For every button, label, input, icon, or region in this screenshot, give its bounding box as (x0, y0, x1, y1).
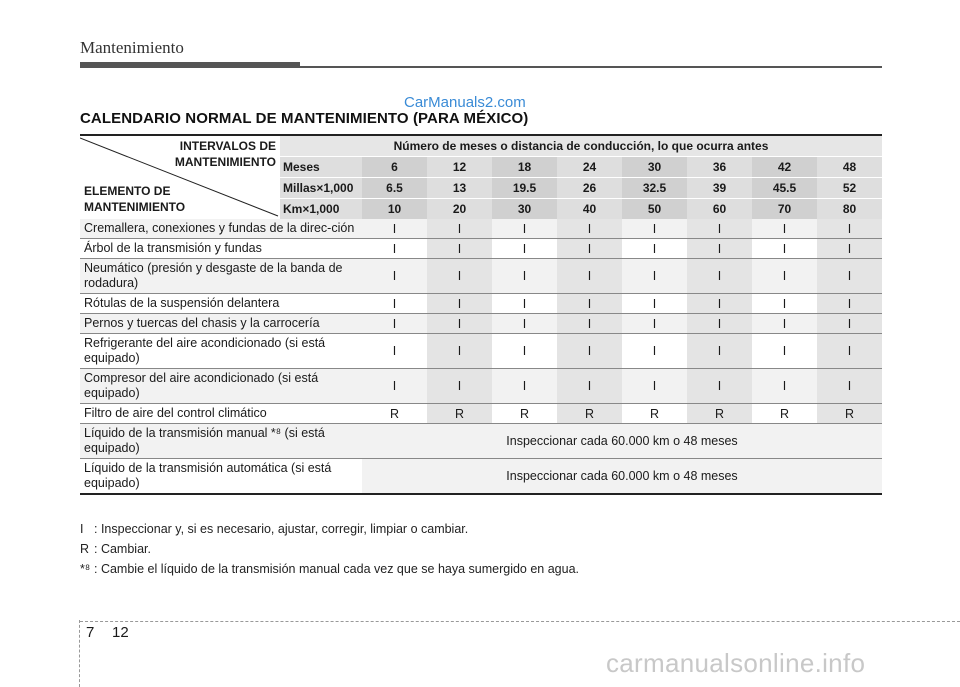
interval-main-header: Número de meses o distancia de conducción, lo que ocurra antes (280, 135, 882, 157)
schedule-cell: I (622, 239, 687, 259)
interval-value: 39 (687, 178, 752, 199)
table-row (80, 369, 882, 404)
table-row (80, 404, 882, 424)
schedule-cell: R (492, 404, 557, 424)
interval-value: 42 (752, 157, 817, 178)
table-row (80, 239, 882, 259)
interval-label: Km×1,000 (283, 202, 340, 216)
interval-value: 13 (427, 178, 492, 199)
schedule-cell: I (557, 219, 622, 239)
schedule-cell: I (752, 239, 817, 259)
corner-top-label (175, 138, 276, 170)
interval-value: 19.5 (492, 178, 557, 199)
legend-key: R (80, 542, 90, 556)
interval-value: 60 (687, 199, 752, 220)
interval-value: 18 (492, 157, 557, 178)
schedule-cell: I (427, 314, 492, 334)
maintenance-item: Cremallera, conexiones y fundas de la direc-ción (80, 219, 362, 239)
schedule-cell: I (427, 239, 492, 259)
table-row (80, 294, 882, 314)
schedule-cell: I (752, 334, 817, 369)
schedule-cell: I (557, 334, 622, 369)
corner-top-line: MANTENIMIENTO (174, 155, 276, 169)
corner-cell (80, 135, 280, 219)
maintenance-item: Rótulas de la suspensión delantera (80, 294, 362, 314)
schedule-cell: I (817, 239, 882, 259)
schedule-cell: I (622, 259, 687, 294)
interval-value: 32.5 (622, 178, 687, 199)
interval-value: 52 (817, 178, 882, 199)
schedule-cell: I (362, 294, 427, 314)
section-title: CALENDARIO NORMAL DE MANTENIMIENTO (PARA MÉXICO) (80, 110, 529, 127)
interval-value: 12 (427, 157, 492, 178)
table-row (80, 314, 882, 334)
table-row (80, 459, 882, 495)
schedule-cell: R (817, 404, 882, 424)
table-row (80, 259, 882, 294)
schedule-cell: I (362, 334, 427, 369)
schedule-cell: I (427, 369, 492, 404)
schedule-cell: I (362, 239, 427, 259)
legend-key: *⁸ (80, 562, 91, 576)
schedule-cell: I (557, 294, 622, 314)
schedule-cell: I (687, 294, 752, 314)
page-number: 12 (112, 624, 129, 641)
interval-value: 45.5 (752, 178, 817, 199)
schedule-cell: I (492, 259, 557, 294)
schedule-cell: I (557, 314, 622, 334)
interval-value: 70 (752, 199, 817, 220)
schedule-cell: I (492, 294, 557, 314)
interval-value: 24 (557, 157, 622, 178)
watermark-text: CarManuals2.com (404, 94, 526, 111)
schedule-cell: R (687, 404, 752, 424)
interval-value: 26 (557, 178, 622, 199)
maintenance-item: Neumático (presión y desgaste de la banda de rodadura) (80, 259, 362, 294)
schedule-cell: I (362, 219, 427, 239)
schedule-cell: I (427, 259, 492, 294)
maintenance-item: Árbol de la transmisión y fundas (80, 239, 362, 259)
schedule-cell: I (557, 369, 622, 404)
corner-top-line: INTERVALOS DE (179, 139, 276, 153)
interval-value: 30 (622, 157, 687, 178)
schedule-cell: I (817, 334, 882, 369)
interval-value: 36 (687, 157, 752, 178)
table-row (80, 219, 882, 239)
schedule-cell: R (622, 404, 687, 424)
merged-instruction: Inspeccionar cada 60.000 km o 48 meses (362, 459, 882, 495)
schedule-cell: I (752, 369, 817, 404)
interval-label: Meses (283, 160, 320, 174)
schedule-cell: I (817, 314, 882, 334)
schedule-cell: I (492, 239, 557, 259)
corner-bottom-line: ELEMENTO DE (84, 184, 171, 198)
interval-value: 6 (362, 157, 427, 178)
interval-value: 6.5 (362, 178, 427, 199)
corner-bottom-label (84, 183, 185, 215)
table-row (80, 424, 882, 459)
table-header-row (80, 135, 882, 157)
merged-instruction: Inspeccionar cada 60.000 km o 48 meses (362, 424, 882, 459)
maintenance-item: Refrigerante del aire acondicionado (si está equipado) (80, 334, 362, 369)
maintenance-item: Compresor del aire acondicionado (si está equipado) (80, 369, 362, 404)
schedule-cell: I (817, 369, 882, 404)
schedule-cell: I (427, 334, 492, 369)
schedule-cell: I (622, 294, 687, 314)
schedule-cell: I (687, 259, 752, 294)
schedule-cell: R (557, 404, 622, 424)
schedule-cell: I (817, 294, 882, 314)
schedule-cell: I (687, 219, 752, 239)
schedule-cell: I (817, 219, 882, 239)
interval-value: 80 (817, 199, 882, 220)
page-header-title: Mantenimiento (80, 38, 184, 57)
schedule-cell: I (817, 259, 882, 294)
legend-key: I (80, 522, 84, 536)
legend-item (80, 542, 151, 556)
maintenance-item: Líquido de la transmisión manual *⁸ (si está equipado) (80, 424, 362, 459)
schedule-cell: I (492, 334, 557, 369)
interval-value: 30 (492, 199, 557, 220)
schedule-cell: I (492, 219, 557, 239)
interval-value: 48 (817, 157, 882, 178)
footer-watermark: carmanualsonline.info (606, 648, 866, 678)
corner-bottom-line: MANTENIMIENTO (84, 200, 186, 214)
footer-vertical-rule (79, 620, 80, 687)
schedule-cell: I (687, 369, 752, 404)
interval-value: 10 (362, 199, 427, 220)
schedule-cell: I (427, 294, 492, 314)
schedule-cell: I (622, 334, 687, 369)
legend-text: : Inspeccionar y, si es necesario, ajustar, corregir, limpiar o cambiar. (94, 522, 469, 536)
maintenance-schedule-table (80, 134, 882, 495)
schedule-cell: I (362, 314, 427, 334)
legend-text: : Cambie el líquido de la transmisión manual cada vez que se haya sumergido en agua. (94, 562, 580, 576)
chapter-number: 7 (86, 624, 95, 641)
schedule-cell: I (752, 259, 817, 294)
legend-item (80, 522, 468, 536)
schedule-cell: I (492, 369, 557, 404)
schedule-cell: I (622, 369, 687, 404)
schedule-cell: I (557, 239, 622, 259)
footer-rule (80, 621, 960, 622)
schedule-cell: I (687, 314, 752, 334)
schedule-cell: I (752, 294, 817, 314)
interval-value: 40 (557, 199, 622, 220)
legend-item (80, 562, 579, 576)
schedule-cell: I (752, 314, 817, 334)
interval-label: Millas×1,000 (283, 181, 354, 195)
schedule-cell: R (362, 404, 427, 424)
schedule-cell: I (687, 334, 752, 369)
interval-label-slot (280, 199, 362, 220)
interval-value: 50 (622, 199, 687, 220)
schedule-cell: I (687, 239, 752, 259)
table-row (80, 334, 882, 369)
schedule-cell: I (557, 259, 622, 294)
legend-text: : Cambiar. (94, 542, 151, 556)
schedule-cell: I (362, 259, 427, 294)
schedule-cell: I (622, 314, 687, 334)
schedule-cell: I (622, 219, 687, 239)
maintenance-item: Líquido de la transmisión automática (si está equipado) (80, 459, 362, 495)
interval-label-slot (280, 157, 362, 178)
schedule-cell: I (427, 219, 492, 239)
schedule-cell: I (362, 369, 427, 404)
maintenance-item: Filtro de aire del control climático (80, 404, 362, 424)
schedule-cell: I (752, 219, 817, 239)
interval-label-slot (280, 178, 362, 199)
schedule-cell: R (427, 404, 492, 424)
maintenance-item: Pernos y tuercas del chasis y la carrocería (80, 314, 362, 334)
interval-value: 20 (427, 199, 492, 220)
header-rule-thin (80, 66, 882, 68)
schedule-cell: R (752, 404, 817, 424)
schedule-cell: I (492, 314, 557, 334)
